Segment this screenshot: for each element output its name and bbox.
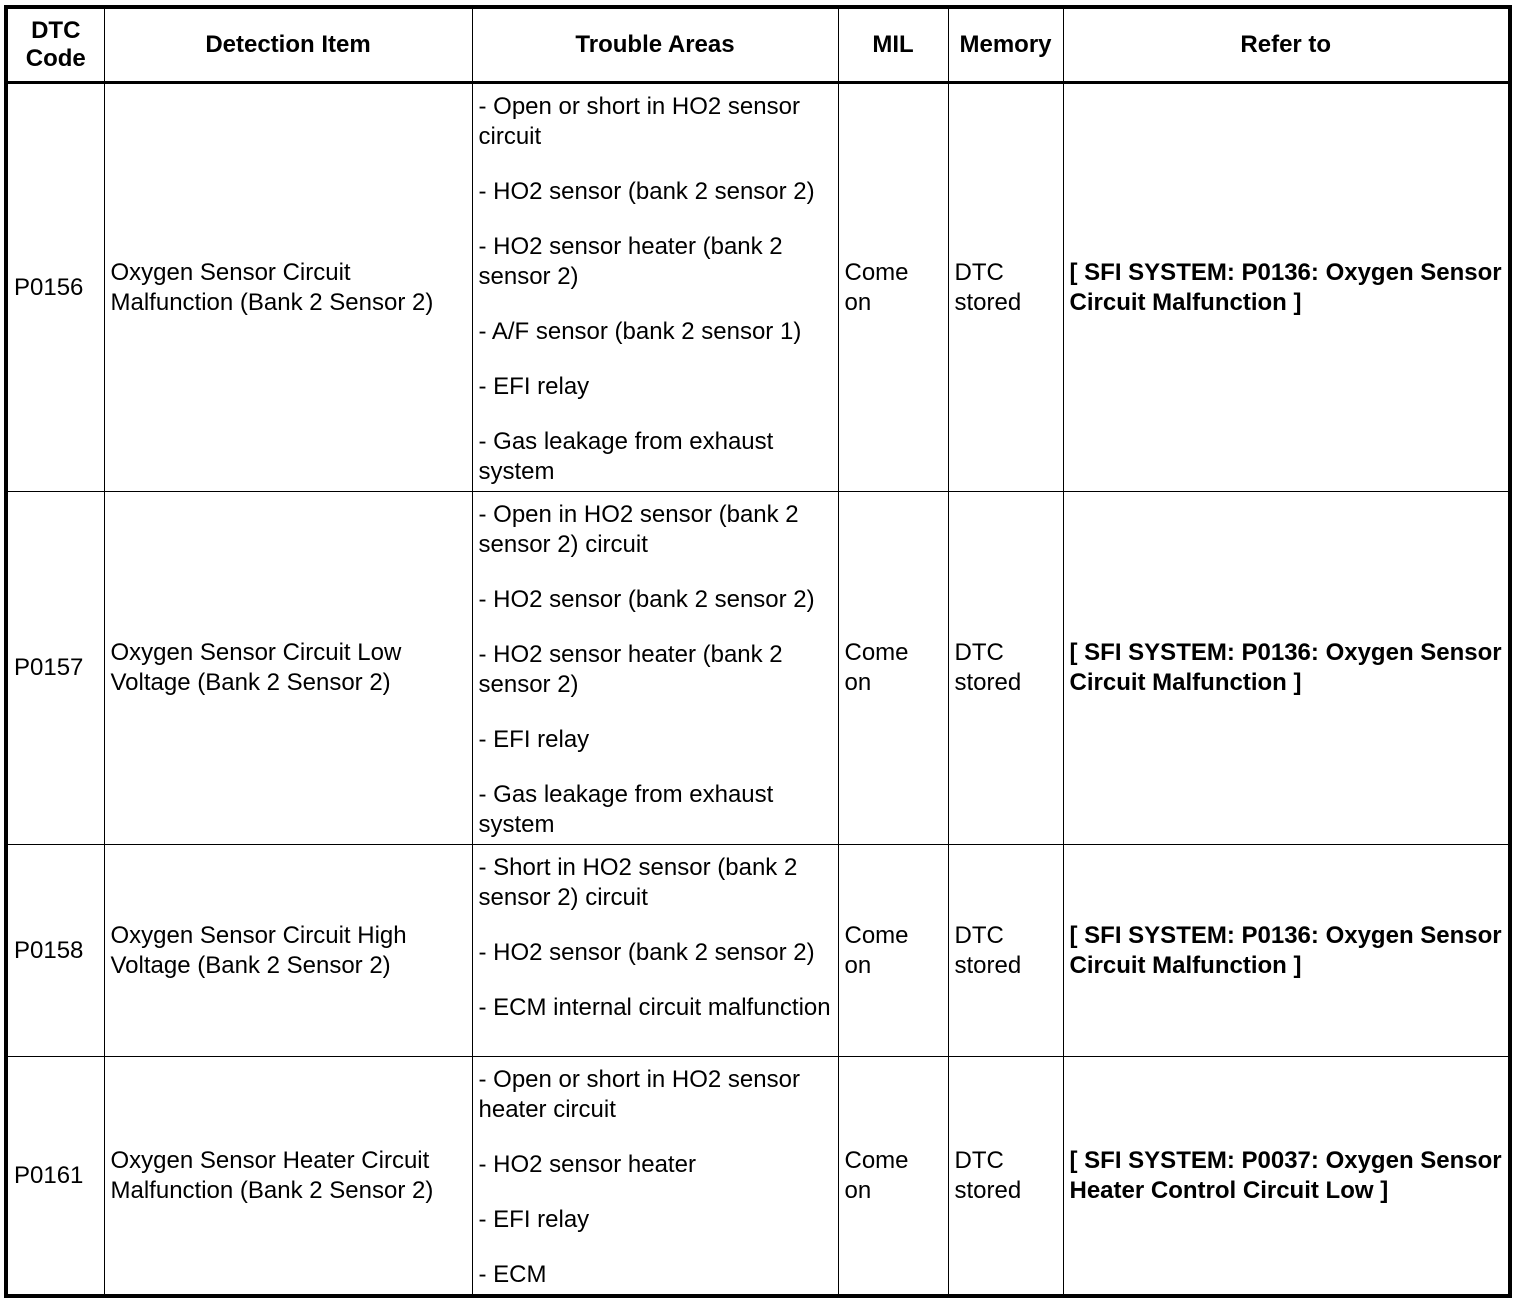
trouble-area-item: - Open or short in HO2 sensor heater circuit — [478, 1066, 800, 1123]
header-refer-to: Refer to — [1063, 7, 1510, 83]
memory-cell: DTC stored — [948, 492, 1063, 845]
table-row — [6, 1057, 1510, 1297]
trouble-area-item: - A/F sensor (bank 2 sensor 1) — [478, 318, 802, 345]
mil-cell: Come on — [838, 492, 948, 845]
trouble-area-item: - ECM — [478, 1261, 547, 1288]
header-memory: Memory — [948, 7, 1063, 83]
trouble-area-item: - EFI relay — [478, 726, 590, 753]
mil-cell: Come on — [838, 1057, 948, 1297]
mil-cell: Come on — [838, 83, 948, 492]
trouble-areas-list — [479, 92, 832, 487]
trouble-areas-cell — [472, 845, 838, 1057]
header-dtc-code: DTC Code — [6, 7, 104, 83]
trouble-areas-cell — [472, 1057, 838, 1297]
trouble-areas-cell — [472, 83, 838, 492]
refer-to-cell: [ SFI SYSTEM: P0136: Oxygen Sensor Circuit Malfunction ] — [1063, 492, 1510, 845]
trouble-area-item: - Open in HO2 sensor (bank 2 sensor 2) circuit — [478, 501, 799, 558]
trouble-areas-list — [479, 1065, 832, 1290]
table-body — [6, 83, 1510, 1297]
table-row — [6, 492, 1510, 845]
trouble-area-item: - EFI relay — [478, 1206, 590, 1233]
trouble-area-item: - HO2 sensor (bank 2 sensor 2) — [478, 939, 815, 966]
dtc-code-cell: P0156 — [6, 83, 104, 492]
trouble-area-item: - HO2 sensor heater (bank 2 sensor 2) — [478, 233, 783, 290]
refer-to-cell: [ SFI SYSTEM: P0136: Oxygen Sensor Circuit Malfunction ] — [1063, 845, 1510, 1057]
trouble-area-item: - Short in HO2 sensor (bank 2 sensor 2) circuit — [478, 854, 798, 911]
refer-to-cell: [ SFI SYSTEM: P0136: Oxygen Sensor Circuit Malfunction ] — [1063, 83, 1510, 492]
refer-to-cell: [ SFI SYSTEM: P0037: Oxygen Sensor Heater Control Circuit Low ] — [1063, 1057, 1510, 1297]
trouble-area-item: - Gas leakage from exhaust system — [478, 781, 774, 838]
trouble-area-item: - Gas leakage from exhaust system — [478, 428, 774, 485]
header-mil: MIL — [838, 7, 948, 83]
trouble-area-item: - Open or short in HO2 sensor circuit — [478, 93, 800, 150]
detection-item-cell: Oxygen Sensor Circuit High Voltage (Bank 2 Sensor 2) — [104, 845, 472, 1057]
dtc-table — [4, 5, 1512, 1298]
trouble-area-item: - HO2 sensor heater — [478, 1151, 696, 1178]
table-row — [6, 845, 1510, 1057]
trouble-area-item: - HO2 sensor (bank 2 sensor 2) — [478, 178, 815, 205]
header-row — [6, 7, 1510, 83]
table-header — [6, 7, 1510, 83]
detection-item-cell: Oxygen Sensor Circuit Malfunction (Bank 2 Sensor 2) — [104, 83, 472, 492]
trouble-area-item: - HO2 sensor heater (bank 2 sensor 2) — [478, 641, 783, 698]
detection-item-cell: Oxygen Sensor Heater Circuit Malfunction (Bank 2 Sensor 2) — [104, 1057, 472, 1297]
dtc-code-cell: P0158 — [6, 845, 104, 1057]
table-row — [6, 83, 1510, 492]
memory-cell: DTC stored — [948, 1057, 1063, 1297]
header-trouble-areas: Trouble Areas — [472, 7, 838, 83]
dtc-code-cell: P0161 — [6, 1057, 104, 1297]
mil-cell: Come on — [838, 845, 948, 1057]
trouble-areas-list — [479, 853, 832, 1023]
trouble-areas-cell — [472, 492, 838, 845]
detection-item-cell: Oxygen Sensor Circuit Low Voltage (Bank 2 Sensor 2) — [104, 492, 472, 845]
dtc-code-cell: P0157 — [6, 492, 104, 845]
trouble-area-item: - EFI relay — [478, 373, 590, 400]
trouble-areas-list — [479, 500, 832, 840]
memory-cell: DTC stored — [948, 845, 1063, 1057]
header-detection-item: Detection Item — [104, 7, 472, 83]
trouble-area-item: - ECM internal circuit malfunction — [478, 994, 831, 1021]
memory-cell: DTC stored — [948, 83, 1063, 492]
trouble-area-item: - HO2 sensor (bank 2 sensor 2) — [478, 586, 815, 613]
